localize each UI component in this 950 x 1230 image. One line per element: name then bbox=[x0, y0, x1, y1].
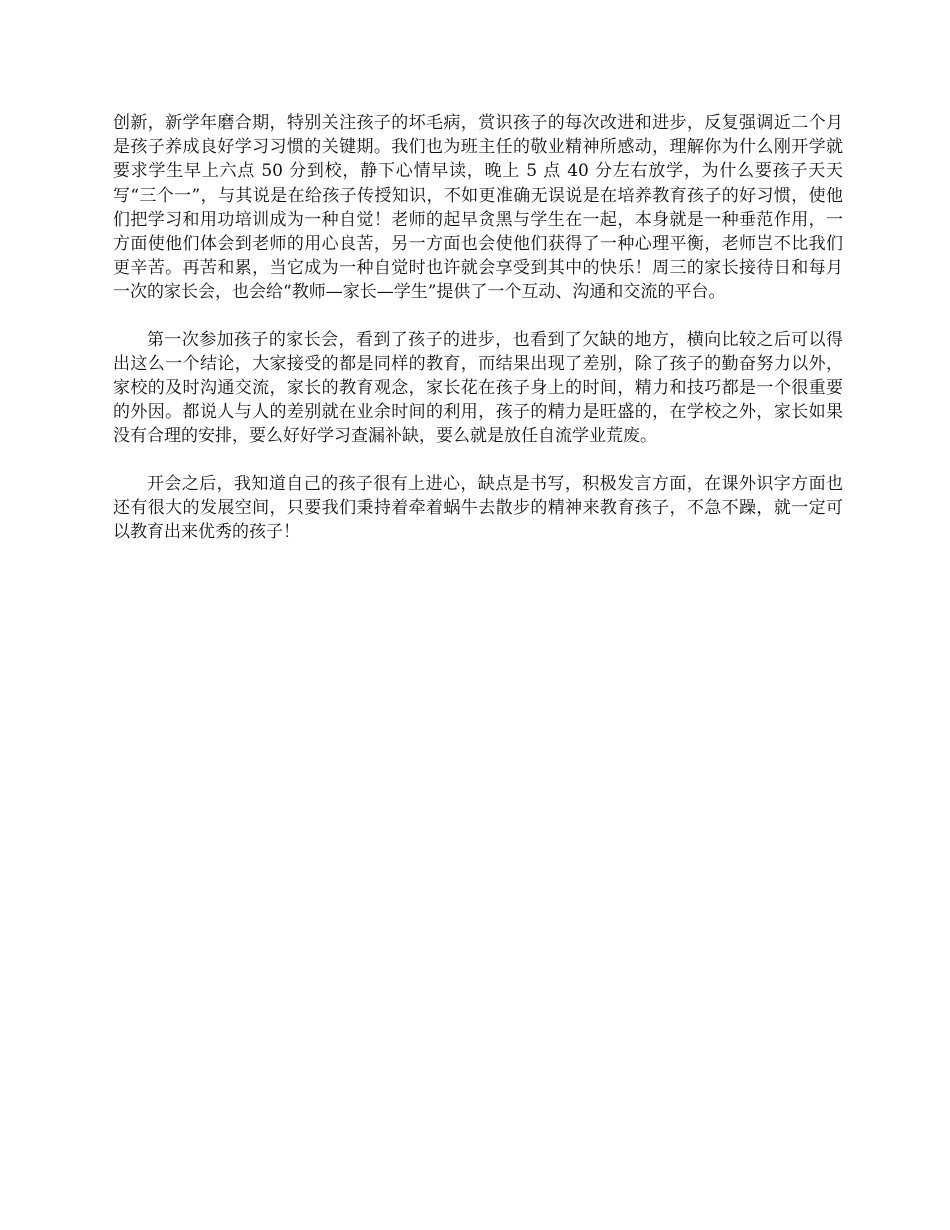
paragraph-1: 创新，新学年磨合期，特别关注孩子的坏毛病，赏识孩子的每次改进和进步，反复强调近二个月是孩子养成良好学习习惯的关键期。我们也为班主任的敬业精神所感动，理解你为什么刚开学就要求学生早上六点 50 分到校，静下心情早读，晚上 5 点 40 分左右放学，为什么要孩子天天写“三个一”，与其说是在给孩子传授知识，不如更准确无误说是在培养教育孩子的好习惯，使他们把学习和用功培训成为一种自觉！老师的起早贪黑与学生在一起，本身就是一种垂范作用，一方面使他们体会到老师的用心良苦，另一方面也会使他们获得了一种心理平衡，老师岂不比我们更辛苦。再苦和累，当它成为一种自觉时也许就会享受到其中的快乐！周三的家长接待日和每月一次的家长会，也会给“教师—家长—学生”提供了一个互动、沟通和交流的平台。 bbox=[113, 113, 843, 303]
paragraph-2: 第一次参加孩子的家长会，看到了孩子的进步，也看到了欠缺的地方，横向比较之后可以得出这么一个结论，大家接受的都是同样的教育，而结果出现了差别，除了孩子的勤奋努力以外，家校的及时沟通交流，家长的教育观念，家长花在孩子身上的时间，精力和技巧都是一个很重要的外因。都说人与人的差别就在业余时间的利用，孩子的精力是旺盛的，在学校之外，家长如果没有合理的安排，要么好好学习查漏补缺，要么就是放任自流学业荒废。 bbox=[113, 329, 843, 447]
paragraph-3: 开会之后，我知道自己的孩子很有上进心，缺点是书写，积极发言方面，在课外识字方面也还有很大的发展空间，只要我们秉持着牵着蜗牛去散步的精神来教育孩子，不急不躁，就一定可以教育出来优秀的孩子！ bbox=[113, 473, 843, 543]
document-body bbox=[113, 111, 843, 567]
